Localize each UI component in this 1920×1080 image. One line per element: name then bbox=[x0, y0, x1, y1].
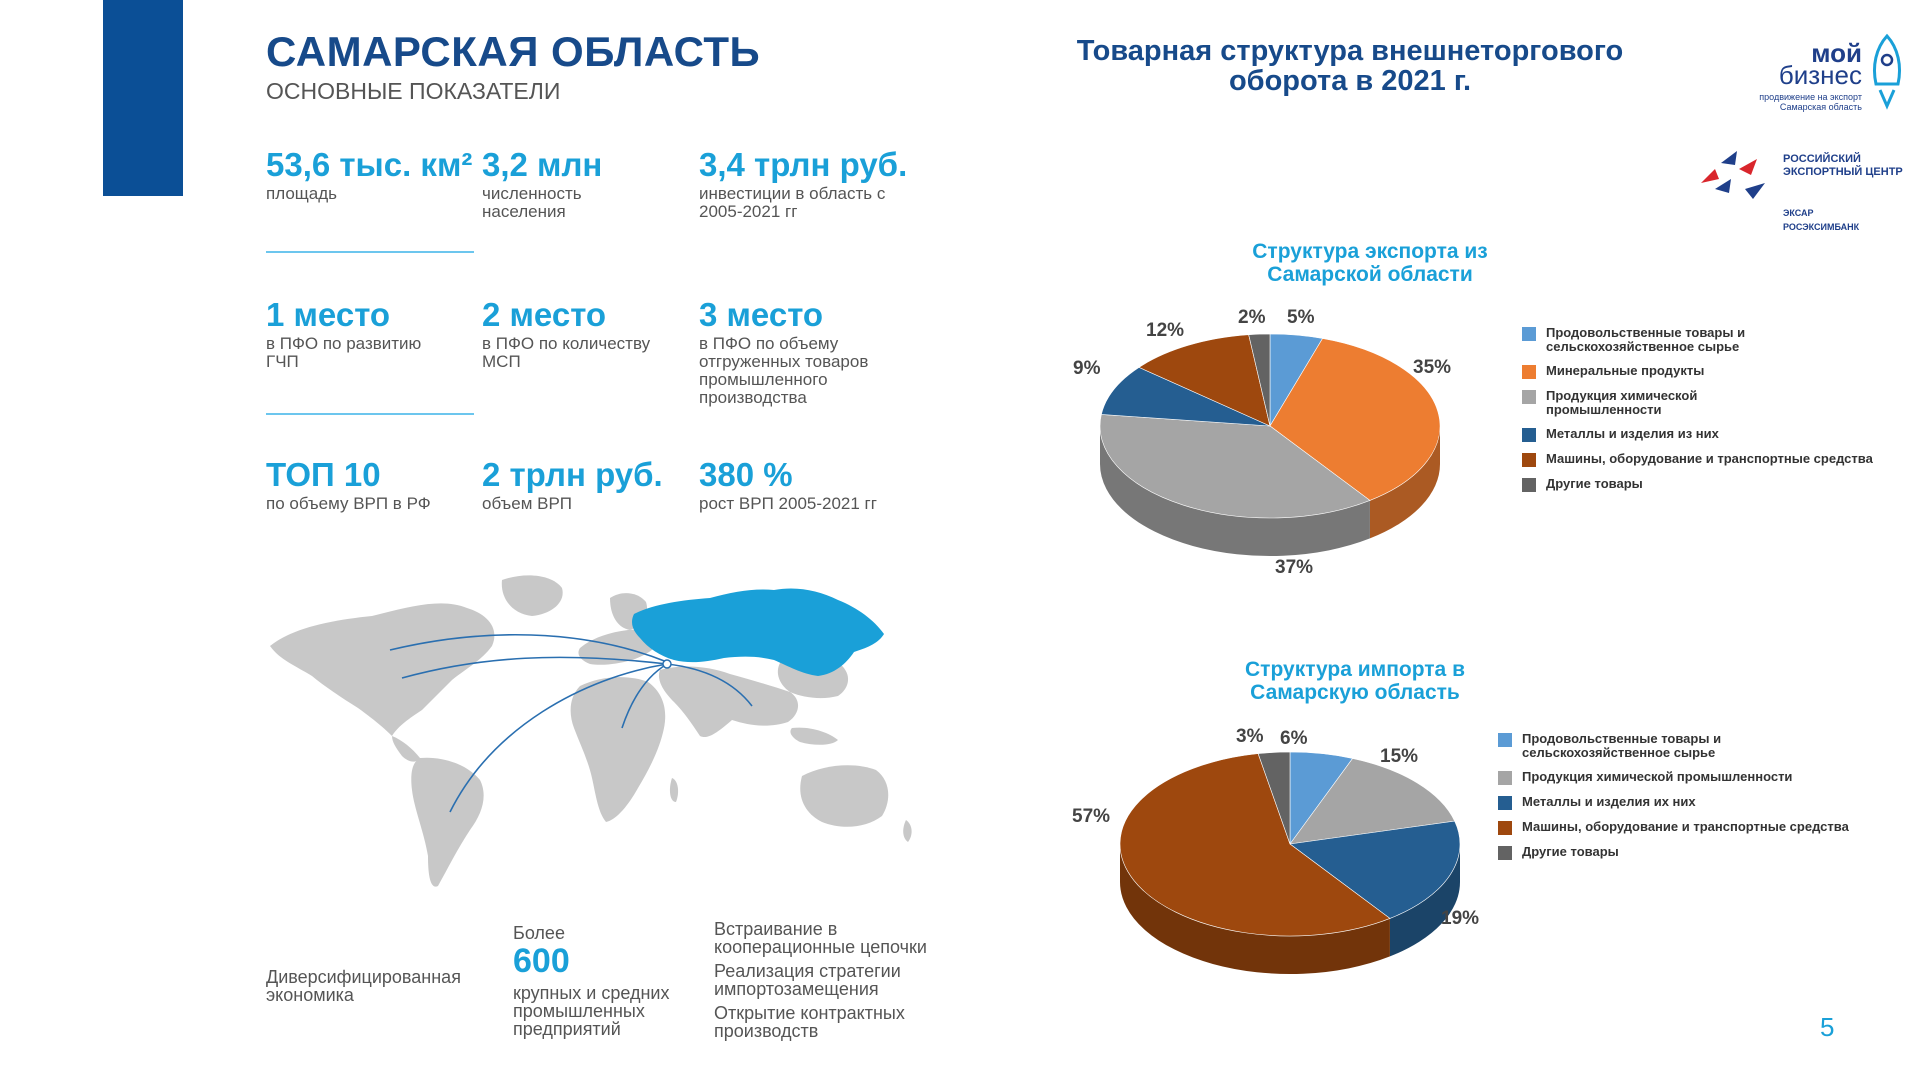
import-pct-label: 6% bbox=[1280, 728, 1308, 749]
stat-desc: инвестиции в область с 2005-2021 гг bbox=[699, 184, 886, 221]
world-map bbox=[262, 568, 952, 900]
stat-value: ТОП 10 bbox=[266, 456, 381, 493]
export-chart-title: Структура экспорта из Самарской области bbox=[1252, 240, 1488, 286]
logo-text: РОССИЙСКИЙ ЭКСПОРТНЫЙ ЦЕНТР bbox=[1783, 153, 1903, 178]
legend-label: Металлы и изделия из них bbox=[1546, 426, 1719, 441]
legend-swatch bbox=[1522, 453, 1536, 467]
import-pct-label: 15% bbox=[1380, 746, 1419, 767]
page-number: 5 bbox=[1820, 1012, 1835, 1042]
import-pie-chart bbox=[1110, 752, 1470, 992]
accent-bar bbox=[103, 0, 183, 196]
stat-desc: в ПФО по объему отгруженных товаров промышленного производства bbox=[699, 334, 869, 407]
stat-desc: численность населения bbox=[482, 184, 582, 221]
stat-desc: площадь bbox=[266, 184, 337, 203]
stat-area bbox=[266, 146, 476, 203]
import-substitution-text: Реализация стратегии импортозамещения bbox=[714, 961, 901, 999]
import-pct-label: 19% bbox=[1441, 908, 1480, 929]
export-pct-label: 37% bbox=[1275, 557, 1314, 578]
export-pct-label: 12% bbox=[1146, 320, 1185, 341]
legend-label: Продовольственные товары и сельскохозяйственное сырье bbox=[1522, 731, 1722, 760]
legend-item bbox=[1498, 820, 1898, 835]
cooperation-text: Встраивание в кооперационные цепочки bbox=[714, 919, 927, 957]
stat-grp bbox=[482, 456, 682, 513]
madagascar bbox=[670, 778, 678, 802]
export-pct-label: 35% bbox=[1413, 357, 1452, 378]
legend-item bbox=[1498, 770, 1898, 785]
export-pct-label: 5% bbox=[1287, 307, 1315, 328]
legend-swatch bbox=[1522, 478, 1536, 492]
legend-label: Металлы и изделия их них bbox=[1522, 794, 1696, 809]
page-subtitle: ОСНОВНЫЕ ПОКАЗАТЕЛИ bbox=[266, 78, 561, 104]
export-pct-label: 9% bbox=[1073, 358, 1101, 379]
legend-swatch bbox=[1498, 733, 1512, 747]
logo-text: мой bbox=[1811, 38, 1862, 68]
stat-value: 2 трлн руб. bbox=[482, 456, 663, 493]
contract-production-text: Открытие контрактных производств bbox=[714, 1003, 905, 1041]
stat-value: 1 место bbox=[266, 296, 391, 333]
legend-label: Другие товары bbox=[1546, 476, 1643, 491]
stat-msp bbox=[482, 296, 682, 371]
legend-swatch bbox=[1498, 846, 1512, 860]
stat-grp-growth bbox=[699, 456, 919, 513]
import-pct-label: 3% bbox=[1236, 726, 1264, 747]
export-pie-chart bbox=[1090, 330, 1450, 570]
australia bbox=[800, 765, 888, 827]
logo-text: бизнес bbox=[1778, 60, 1862, 90]
legend-label: Продукция химической промышленности bbox=[1522, 769, 1793, 784]
central-america bbox=[392, 736, 420, 762]
stat-desc: в ПФО по количеству МСП bbox=[482, 334, 651, 371]
legend-item bbox=[1522, 326, 1902, 354]
rec-emblem-icon bbox=[1695, 145, 1779, 205]
import-chart-title: Структура импорта в Самарскую область bbox=[1245, 658, 1465, 704]
stat-value: 3 место bbox=[699, 296, 824, 333]
logo-text: ЭКСАР bbox=[1783, 208, 1814, 218]
south-america bbox=[411, 758, 483, 887]
economy-text: Диверсифицированная экономика bbox=[266, 967, 461, 1005]
asia-south bbox=[659, 667, 798, 738]
legend-label: Продукция химической промышленности bbox=[1546, 388, 1698, 417]
trade-structure-title: Товарная структура внешнеторгового оборота в 2021 г. bbox=[1076, 35, 1624, 97]
stat-top10 bbox=[266, 456, 466, 513]
logo-text: продвижение на экспорт Самарская область bbox=[1759, 92, 1862, 112]
stat-desc: в ПФО по развитию ГЧП bbox=[266, 334, 422, 371]
north-america bbox=[270, 603, 494, 736]
moy-biznes-logo bbox=[1740, 32, 1910, 122]
legend-swatch bbox=[1498, 821, 1512, 835]
rocket-icon bbox=[1864, 32, 1910, 112]
greenland bbox=[502, 575, 563, 616]
stat-industry bbox=[699, 296, 899, 407]
stat-desc: по объему ВРП в РФ bbox=[266, 494, 431, 513]
southeast-asia bbox=[790, 728, 838, 745]
legend-item bbox=[1498, 845, 1898, 860]
legend-swatch bbox=[1522, 365, 1536, 379]
stat-value: 3,4 трлн руб. bbox=[699, 146, 908, 183]
legend-item bbox=[1522, 364, 1902, 379]
legend-label: Машины, оборудование и транспортные средства bbox=[1522, 819, 1849, 834]
stat-desc: рост ВРП 2005-2021 гг bbox=[699, 494, 877, 513]
legend-swatch bbox=[1522, 428, 1536, 442]
export-pct-label: 2% bbox=[1238, 307, 1266, 328]
legend-label: Машины, оборудование и транспортные средства bbox=[1546, 451, 1873, 466]
stat-gchp bbox=[266, 296, 456, 371]
legend-swatch bbox=[1498, 796, 1512, 810]
stat-investments bbox=[699, 146, 909, 221]
legend-item bbox=[1498, 732, 1898, 760]
legend-swatch bbox=[1522, 390, 1536, 404]
page-title: САМАРСКАЯ ОБЛАСТЬ bbox=[266, 28, 761, 75]
legend-swatch bbox=[1498, 771, 1512, 785]
africa bbox=[571, 677, 666, 822]
import-legend bbox=[1498, 732, 1898, 870]
legend-label: Другие товары bbox=[1522, 844, 1619, 859]
divider bbox=[266, 413, 474, 415]
samara-marker bbox=[663, 660, 671, 668]
logo-text: РОСЭКСИМБАНК bbox=[1783, 222, 1860, 232]
new-zealand bbox=[903, 820, 911, 842]
legend-item bbox=[1522, 389, 1902, 417]
more-text: Более bbox=[513, 923, 565, 943]
enterprises-count: 600 bbox=[513, 942, 570, 980]
rec-logo bbox=[1695, 145, 1915, 235]
stat-value: 53,6 тыс. км² bbox=[266, 146, 473, 183]
legend-swatch bbox=[1522, 327, 1536, 341]
legend-label: Минеральные продукты bbox=[1546, 363, 1705, 378]
enterprises-text: крупных и средних промышленных предприятий bbox=[513, 983, 670, 1039]
legend-label: Продовольственные товары и сельскохозяйственное сырье bbox=[1546, 325, 1746, 354]
legend-item bbox=[1522, 427, 1902, 442]
stat-value: 2 место bbox=[482, 296, 607, 333]
import-pct-label: 57% bbox=[1072, 806, 1111, 827]
stat-value: 3,2 млн bbox=[482, 146, 603, 183]
divider bbox=[266, 251, 474, 253]
legend-item bbox=[1522, 452, 1902, 467]
stat-value: 380 % bbox=[699, 456, 793, 493]
legend-item bbox=[1522, 477, 1902, 492]
stat-population bbox=[482, 146, 632, 221]
export-legend bbox=[1522, 326, 1902, 502]
legend-item bbox=[1498, 795, 1898, 810]
stat-desc: объем ВРП bbox=[482, 494, 573, 513]
